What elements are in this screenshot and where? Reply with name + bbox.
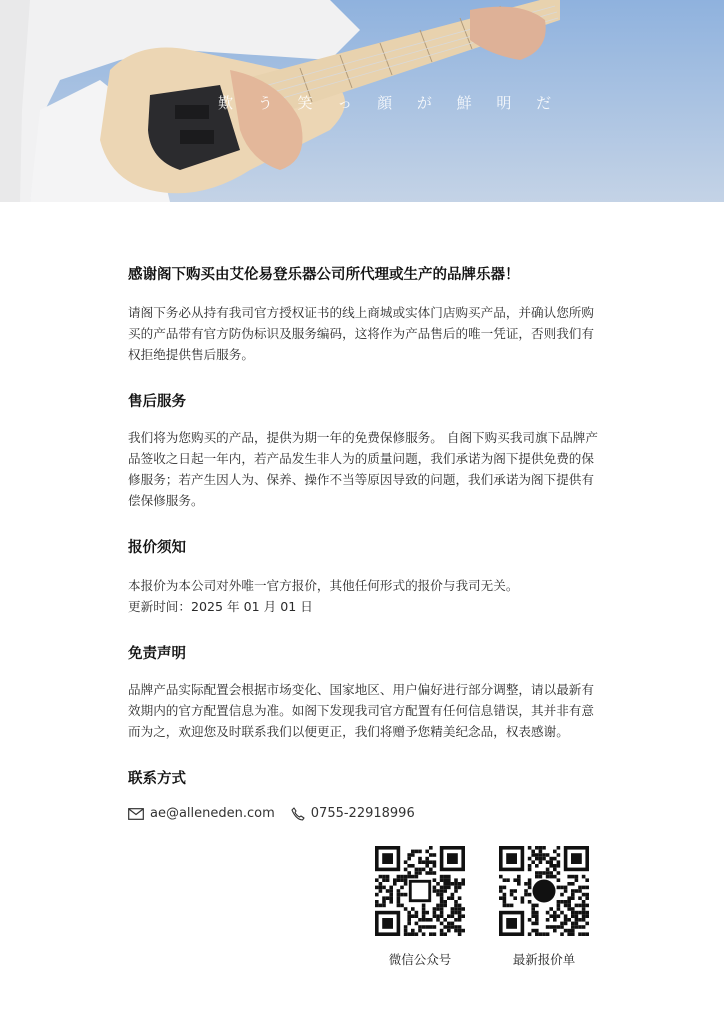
contact-email[interactable] (128, 806, 275, 821)
contact-phone-text[interactable]: 0755-22918996 (310, 806, 415, 821)
contact-heading: 联系方式 (128, 771, 186, 787)
disclaimer-paragraph: 品牌产品实际配置会根据市场变化、国家地区、用户偏好进行部分调整，请以最新有效期内的官方配置信息为准。如阁下发现我司官方配置有任何信息错误，其并非有意而为之，欢迎您及时联系我们以便更正，我们将赠予您精美纪念品，权表感谢。 (128, 682, 594, 739)
contact-row (128, 806, 598, 821)
mail-icon (128, 808, 144, 820)
intro-paragraph: 请阁下务必从持有我司官方授权证书的线上商城或实体门店购买产品，并确认您所购买的产品带有官方防伪标识及服务编码，这将作为产品售后的唯一凭证，否则我们有权拒绝提供售后服务。 (128, 305, 594, 362)
qr-wechat-block (374, 846, 466, 968)
contact-email-text[interactable]: ae@alleneden.com (150, 806, 275, 821)
phone-icon (291, 807, 305, 821)
page-title: 感谢阁下购买由艾伦易登乐器公司所代理或生产的品牌乐器！ (128, 267, 520, 283)
hero-banner (0, 0, 724, 202)
pricing-update-time: 更新时间：2025 年 01 月 01 日 (128, 599, 313, 614)
pricing-heading: 报价须知 (128, 540, 186, 556)
qr-wechat-label: 微信公众号 (388, 952, 452, 967)
qr-pricelist-block (498, 846, 590, 968)
contact-phone[interactable] (291, 806, 415, 821)
main-content (128, 264, 598, 821)
after-sales-heading: 售后服务 (128, 394, 186, 410)
hero-overlay-text: 歎 う 笑 っ 顔 が 鮮 明 だ (218, 94, 562, 112)
after-sales-paragraph: 我们将为您购买的产品，提供为期一年的免费保修服务。 自阁下购买我司旗下品牌产品签收之日起一年内，若产品发生非人为的质量问题，我们承诺为阁下提供免费的保修服务；若产生因人为、保养、操作不当等原因导致的问题，我们承诺为阁下提供有偿保修服务。 (128, 430, 598, 508)
qr-pricelist-label: 最新报价单 (512, 952, 576, 967)
qr-code-wechat[interactable] (375, 846, 465, 936)
disclaimer-heading: 免责声明 (128, 646, 186, 662)
pricing-line-1: 本报价为本公司对外唯一官方报价，其他任何形式的报价与我司无关。 (128, 578, 519, 593)
qr-code-pricelist[interactable] (499, 846, 589, 936)
